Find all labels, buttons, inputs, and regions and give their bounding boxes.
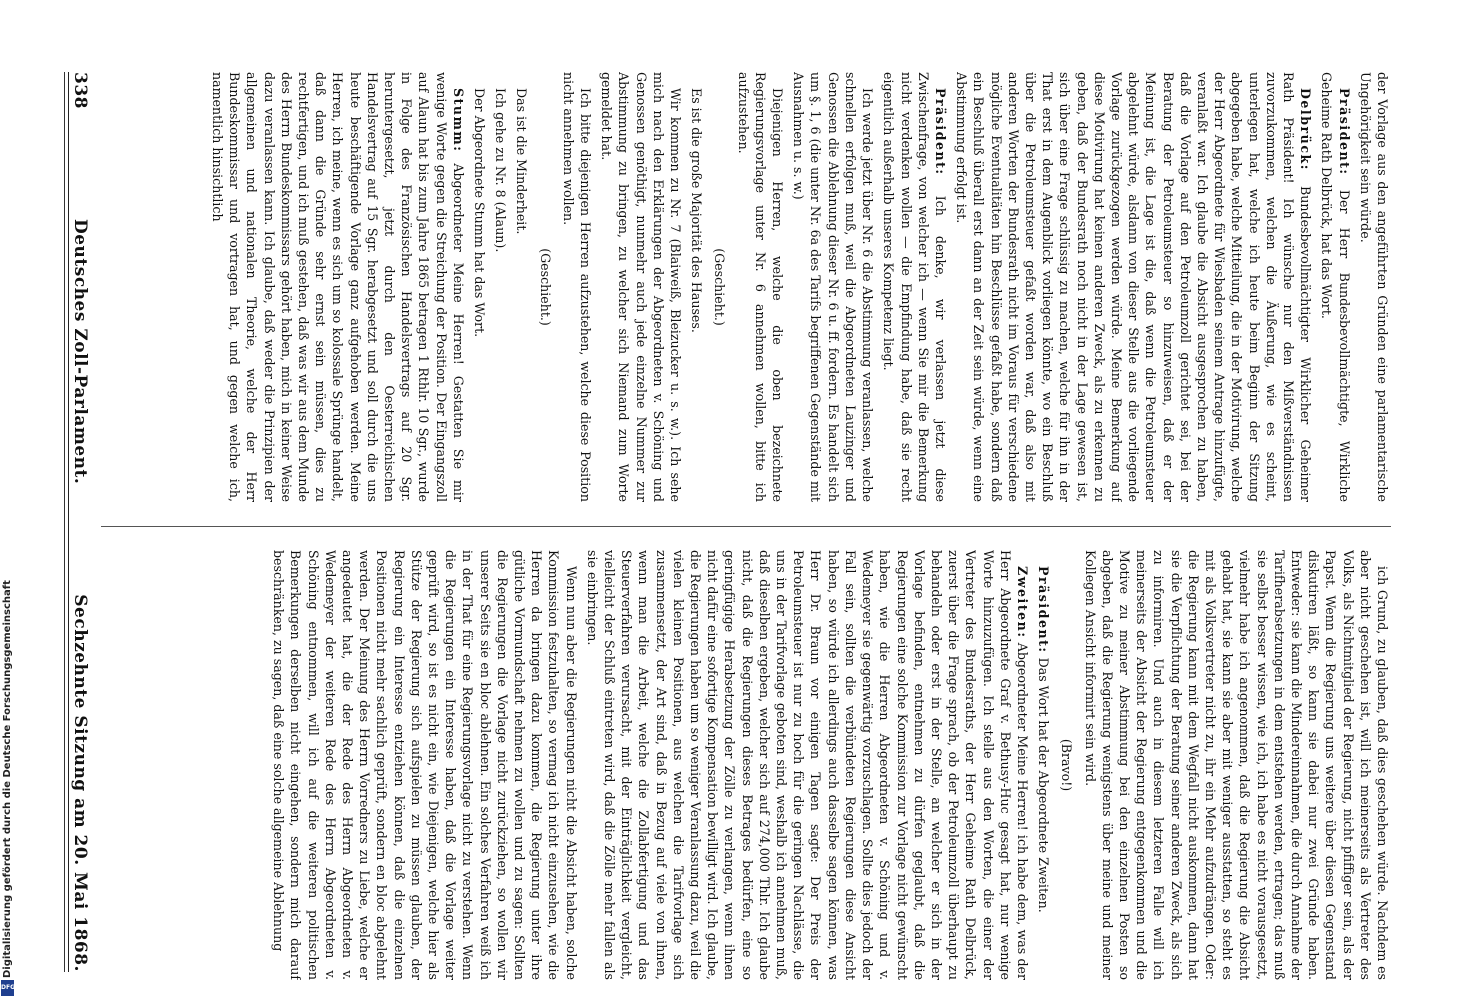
page-number: 338 — [70, 72, 90, 109]
paragraph — [790, 72, 876, 502]
paragraph-text: Ich denke, wir verlassen jetzt diese Zwischenfrage, von welcher ich — wenn Sie mir die Bemerkung nicht verdenken wollen — die Empfindung habe, daß sie recht eigentlich außerhalb unseres Kompetenz liegt. — [881, 72, 948, 502]
paragraph-text: Das ist die Minderheit. — [514, 88, 530, 235]
paragraph — [1081, 550, 1391, 980]
speaker-name: Präsident: — [1336, 88, 1352, 176]
paragraph-text: Wir kommen zu Nr. 7 (Blaiweiß, Bleizucker u. s. w.). Ich sehe mich nach den Erklärungen der Abgeordneten v. Schöning und Genossen genöthigt, nunmehr auch jede einzelne Nummer zur Abstimmung zu bringen, zu welcher sich Niemand zum Worte gemeldet hat. — [599, 72, 684, 502]
paragraph-text: (Bravo!) — [1059, 738, 1075, 792]
paragraph — [270, 550, 580, 980]
left-text-column — [101, 550, 1391, 980]
paragraph — [1035, 550, 1052, 980]
paragraph-text: Abgeordneter Meine Herren! ich habe dem, was der Herr Abgeordnete Graf v. Bethusy-Huc gesagt hat, nur wenige Worte hinzuzufügen. Ich stelle aus den Worten, die einer der Vertreter des Bundesraths, der Herr Geheime Rath Delbrück, zuerst über die Frage sprach, ob der Petroleumzoll überhaupt zu behandeln oder erst in der Stelle, an welcher er sich in der Vorlage befinden, entnehmen zu dürfen geglaubt, daß die Regierungen eine solche Kommission zur Vorlage nicht gewünscht haben, wie die Herren Abgeordneten v. Schöning und v. Wedemeyer sie gegenwärtig vorzuschlagen. Sollte dies jedoch der Fall sein, sollten die verbündeten Regierungen diese Ansicht haben, so würde ich allerdings auch dasselbe sagen können, was Herr Dr. Braun vor einigen Tagen sagte: Der Preis der Petroleumsteuer ist nur zu hoch für die geringen Nachlässe, die uns in der Tarifvorlage geboten sind, weshalb ich annehmen muß, daß dieselben ergeben, welcher sich auf 274,000 Thlr. Ich glaube nicht, daß die Regierungen dieses Betrages bedürfen, eine so geringfügige Herabsetzung der Zölle zu verlangen, wenn ihnen nicht dafür eine sofortige Kompensation bewilligt wird. Ich glaube, die Regierungen haben um so weniger Veranlassung dazu, weil die vielen kleinen Positionen, aus welchen die Tarifvorlage sich zusammensetzt, der Art sind, daß in Bezug auf viele von ihnen, wenn man die Arbeit, welche die Zollabfertigung und das Steuerverfahren verursacht, mit der Einträglichkeit vergleicht, vielleicht der Schluß eintreten wird, daß die Zölle mehr fallen als sie einbringen. — [584, 550, 1030, 980]
paragraph-text: Das Wort hat der Abgeordnete Zweiten. — [1036, 657, 1052, 913]
paragraph-text: Abgeordneter Meine Herren! Gestatten Sie mir wenige Worte gegen die Streichung der Position. Der Eingangszoll auf Alaun hat bis zum Jahre 1865 betragen 1 Rthlr. 10 Sgr., wurde in Folge des Französischen Handelsvertrags auf 20 Sgr. heruntergesetzt, jetzt durch den Oesterreichischen Handelsvertrag auf 15 Sgr. herabgesetzt und soll durch die uns heute beschäftigende Vorlage ganz aufgehoben werden. Meine Herren, ich meine, wenn es sich um so kolossale Sprünge handelt, daß dann die Gründe sehr ernst sein müssen, dies zu rechtfertigen, und ich muß gestehen, daß was wir aus dem Munde des Herrn Bundeskommissars gehört haben, mich in keiner Weise dazu veranlassen kann. Ich glaube, daß weder die Prinzipien der allgemeinen und nationalen Theorie, welche der Herr Bundeskommissar und vortragen hat, und gegen welche ich, namentlich hinsichtlich — [210, 72, 466, 502]
paragraph — [880, 72, 949, 502]
paragraph-text: Ich werde jetzt über Nr. 6 die Abstimmung veranlassen, welche schnellen erfolgen muß, weil die Abgeordneten Lauzinger und Genossen die Ablehnung dieser Nr. 6 u. ff. fordern. Es handelt sich um §. 1, 6 (die unter Nr. 6a des Tarifs begriffenen Gegenstände mit Ausnahmen u. s. w.) — [791, 72, 876, 502]
paragraph — [471, 72, 488, 502]
paragraph-text: Ich bitte diejenigen Herren aufzustehen, welche diese Position nicht annehmen wollen. — [560, 72, 594, 502]
speaker-name: Präsident: — [932, 88, 948, 176]
speaker-name: Präsident: — [1036, 566, 1052, 654]
stage-direction — [536, 72, 553, 502]
paragraph-text: Der Abgeordnete Stumm hat das Wort. — [472, 88, 488, 338]
paragraph — [584, 550, 1031, 980]
digitization-credit-strip — [0, 0, 16, 1000]
speaker-name: Zweiten: — [1014, 566, 1030, 639]
paragraph-text: (Geschieht.) — [537, 248, 553, 326]
paragraph-text: ich Grund, zu glauben, daß dies geschehen würde. Nachdem es aber nicht geschehen ist, will ich meinerseits als Vertreter des Volks, als Nichtmitglied der Regierung, nicht pfiffiger sein, als der Papst. Wenn die Regierung uns weitere über diesen Gegenstand diskutiren läßt, so kann sie dabei nur zwei Gründe haben. Entweder: sie kann die Mindereinnahmen, die durch Annahme der Tarifherabsetzungen in dem entstehen werden, ertragen; das muß sie selbst besser wissen, wie ich, ich habe es nicht vorausgesetzt, vielmehr habe ich angenommen, daß die Regierung die Absicht gehabt hat, sie kann sie aber mit weniger ausstatten, so steht es mit als Volksvertreter nicht zu, ihr ein Mehr aufzudrängen. Oder: die Regierung kann mit dem Wegfall nicht auskommen, dann hat sie die Verpflichtung der Beratung seiner anderen Zweck, als sich zu informiren. Und auch in diesem letzteren Falle will ich meinerseits der Absicht der Regierung entgegenkommen und die Motive zu meiner Abstimmung bei den einzelnen Posten so abgeben, daß die Regierung wenigstens über meine und meiner Kollegen Ansicht informirt sein wird. — [1082, 550, 1390, 980]
right-text-column — [101, 72, 1391, 502]
paragraph — [492, 72, 509, 502]
stage-direction — [711, 72, 728, 502]
digitization-credit: Digitalisierung gefördert durch die Deutsche Forschungsgemeinschaft — [2, 580, 13, 978]
page-header — [68, 72, 91, 972]
dfg-logo: DFG — [1, 980, 14, 996]
paragraph — [1318, 72, 1352, 502]
paragraph-text: (Geschieht.) — [712, 248, 728, 326]
paragraph-text: Wenn nun aber die Regierungen nicht die Absicht haben, solche Kommission festzuhalten, so vermag ich nicht einzusehen, wie die Herren da bringen dazu kommen, die Regierung unter ihre gütliche Vormundschaft nehmen zu wollen und zu sagen: Sollten die Regierungen die Vorlage nicht zurückziehen, so wollen wir unserer Seits sie en bloc ablehnen. Ein solches Verfahren weiß ich in der That für eine Regierungsvorlage nicht zu verstehen. Wenn die Regierungen ein Interesse haben, daß die Vorlage weiter geprüft wird, so ist es nicht ein, wie Diejenigen, welche hier als Stütze der Regierung sich aufspielen zu müssen glauben, der Regierung ein Interesse entziehen können, daß die einzelnen Positionen nicht mehr sachlich geprüft, sondern en bloc abgelehnt werden. Der Meinung des Herrn Vorredners zu Liebe, welche er angedeutet hat, die der Rede des Herrn Abgeordneten v. Wedemeyer der weiteren Rede des Herrn Abgeordneten v. Schöning entnommen, will ich auf die weiteren politischen Bemerkungen derselben nicht eingehen, sondern mich darauf beschränken, zu sagen, daß eine solche allgemeine Ablehnung — [271, 550, 579, 980]
session-title: Sechzehnte Sitzung am 20. Mai 1868. — [70, 594, 90, 972]
paragraph — [953, 72, 1314, 502]
paragraph-text: Bundesbevollmächtigter Wirklicher Geheimer Rath Präsident! Ich wünsche nur den Mißverständnissen zuvorzukommen, welchen die Äußerung, wie es scheint, unterlegen hat, welche ich heute beim Beginn der Sitzung abgegeben habe, welche Mitteilung, die in der Motivirung, welche der Herr Abgeordnete für Wiesbaden seinem Antrage hinzufügte, veranlaßt war. Ich glaube die Absicht ausgesprochen zu haben, daß die Vorlage auf den Petroleumzoll gerichtet sei, bei der Beratung der Petroleumsteuer so hinzuweisen, daß er der Meinung ist, die Lage ist die, daß wenn die Petroleumsteuer abgelehnt würde, alsdann von dieser Stelle aus die vorliegende Vorlage zurückgezogen werden würde. Meine Bemerkung auf diese Motivirung hat keinen anderen Zweck, als zu erkennen zu geben, daß der Bundesrath noch nicht in der Lage gewesen ist, sich über eine Frage schlüssig zu machen, welche für ihn in der That erst in dem Augenblick vorliegen könnte, wo ein Beschluß über die Petroleumsteuer gefaßt worden war, daß also mit anderen Worten der Bundesrath nicht im Voraus für verschiedene mögliche Eventualitäten hin Beschlüsse gefaßt habe, sondern daß ein Beschluß überall erst dann an der Zeit sein würde, wenn eine Abstimmung erfolgt ist. — [954, 72, 1314, 502]
paragraph-text: Ich gehe zu Nr. 8 (Alaun). — [493, 88, 509, 253]
speaker-name: Stumm: — [450, 88, 466, 153]
paragraph — [598, 72, 684, 502]
paragraph — [734, 72, 786, 502]
paragraph — [1357, 72, 1391, 502]
column-divider — [101, 526, 1391, 527]
paragraph — [560, 72, 594, 502]
speaker-name: Delbrück: — [1298, 88, 1314, 171]
paragraph — [209, 72, 467, 502]
paragraph-text: Es ist die große Majorität des Hauses. — [689, 88, 705, 333]
paragraph-text: Diejenigen Herren, welche die oben bezeichnete Regierungsvorlage unter Nr. 6 annehmen wollen, bitte ich aufzustehen. — [735, 72, 786, 502]
stage-direction — [1058, 550, 1075, 980]
paragraph — [688, 72, 705, 502]
paragraph — [513, 72, 530, 502]
header-rule — [64, 72, 65, 972]
paragraph-text: der Vorlage aus den angeführten Gründen eine parlamentarische Ungehörigkeit sein würde. — [1357, 72, 1390, 502]
running-title: Deutsches Zoll-Parlament. — [70, 218, 90, 485]
paragraph-text: Der Herr Bundesbevollmächtigte, Wirkliche Geheime Rath Delbrück, hat das Wort. — [1319, 72, 1352, 502]
